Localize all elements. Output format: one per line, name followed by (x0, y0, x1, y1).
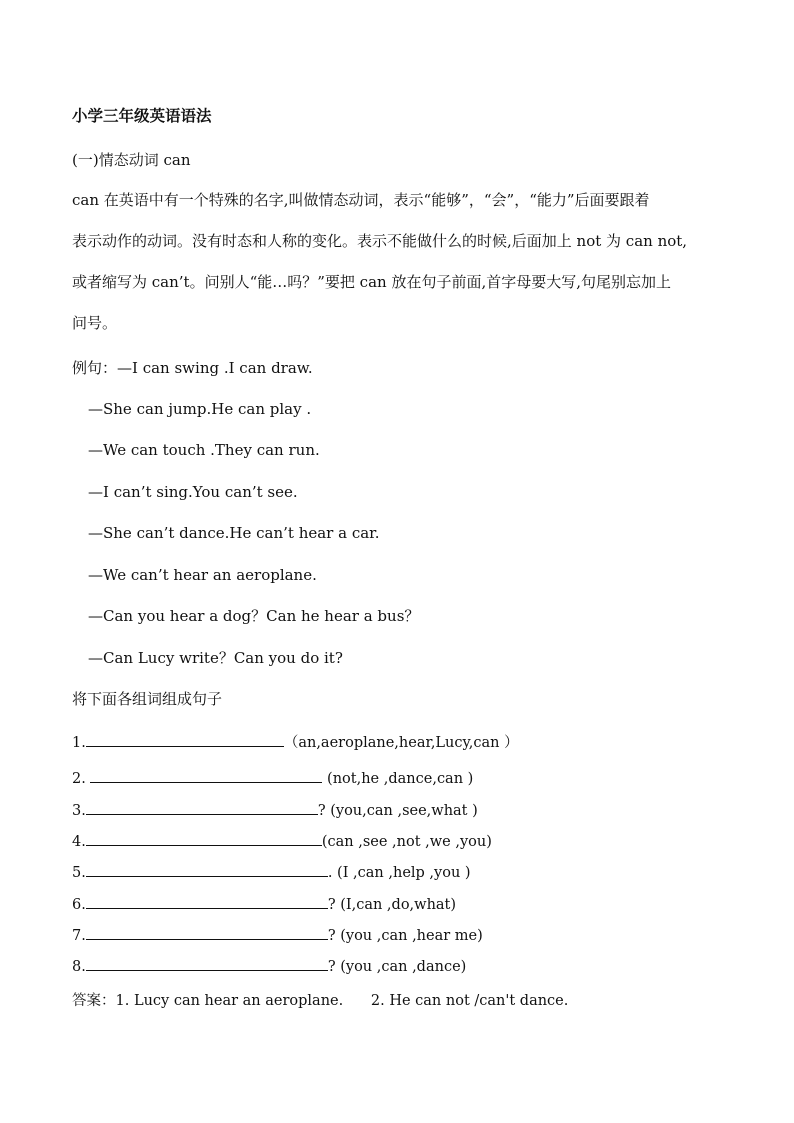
exercise-question-8 (72, 955, 466, 977)
intro-line: 或者缩写为 can’t。问别人“能…吗？”要把 can 放在句子前面,首字母要大写,句尾别忘加上 (72, 273, 671, 291)
example-sentence: —Can Lucy write？Can you do it? (88, 649, 343, 667)
question-words: ? (you ,can ,dance) (327, 959, 467, 975)
example-sentence: —I can’t sing.You can’t see. (88, 483, 298, 501)
answer-key: 答案：1. Lucy can hear an aeroplane. 2. He can not /can't dance. (72, 993, 569, 1009)
exercise-question-7 (72, 924, 483, 946)
answer-blank[interactable] (86, 799, 318, 815)
exercise-question-6 (72, 893, 456, 915)
intro-line: can 在英语中有一个特殊的名字,叫做情态动词，表示“能够”，“会”，“能力”后面要跟着 (72, 191, 650, 209)
question-number: 3. (72, 803, 86, 819)
question-words: (not,he ,dance,can ) (322, 771, 474, 787)
question-number: 6. (72, 897, 86, 913)
question-number: 8. (72, 959, 86, 975)
answer-blank[interactable] (90, 767, 322, 783)
question-words: （an,aeroplane,hear,Lucy,can ） (283, 735, 519, 751)
answer-blank[interactable] (86, 955, 328, 971)
exercise-question-3 (72, 799, 478, 821)
question-words: (can ,see ,not ,we ,you) (321, 834, 492, 850)
example-label: 例句： (72, 359, 118, 377)
answer-blank[interactable] (86, 924, 328, 940)
question-words: ? (you,can ,see,what ) (317, 803, 478, 819)
question-words: . (I ,can ,help ,you ) (327, 865, 471, 881)
question-number: 2. (72, 771, 91, 787)
exercise-heading: 将下面各组词组成句子 (72, 690, 223, 708)
exercise-question-1 (72, 731, 519, 753)
question-number: 5. (72, 865, 86, 881)
section-heading: (一)情态动词 can (72, 151, 191, 169)
exercise-question-2 (72, 767, 473, 789)
answer-blank[interactable] (86, 830, 322, 846)
example-sentence: —I can swing .I can draw. (117, 359, 313, 377)
example-sentence: —She can’t dance.He can’t hear a car. (88, 524, 380, 542)
question-number: 1. (72, 735, 86, 751)
exercise-question-4 (72, 830, 492, 852)
question-words: ? (you ,can ,hear me) (327, 928, 483, 944)
example-sentence: —We can’t hear an aeroplane. (88, 566, 317, 584)
example-sentence: —We can touch .They can run. (88, 441, 320, 459)
answer-blank[interactable] (86, 893, 328, 909)
answer-blank[interactable] (86, 731, 284, 747)
answer-blank[interactable] (86, 861, 328, 877)
question-words: ? (I,can ,do,what) (327, 897, 457, 913)
question-number: 4. (72, 834, 86, 850)
example-sentence: —She can jump.He can play . (88, 400, 312, 418)
example-row (72, 358, 313, 378)
intro-line: 问号。 (72, 314, 118, 332)
intro-paragraph (72, 180, 752, 344)
intro-line: 表示动作的动词。没有时态和人称的变化。表示不能做什么的时候,后面加上 not 为 can not, (72, 232, 688, 250)
question-number: 7. (72, 928, 86, 944)
exercise-question-5 (72, 861, 471, 883)
document-title: 小学三年级英语语法 (72, 106, 212, 125)
example-sentence: —Can you hear a dog？Can he hear a bus？ (88, 607, 420, 625)
